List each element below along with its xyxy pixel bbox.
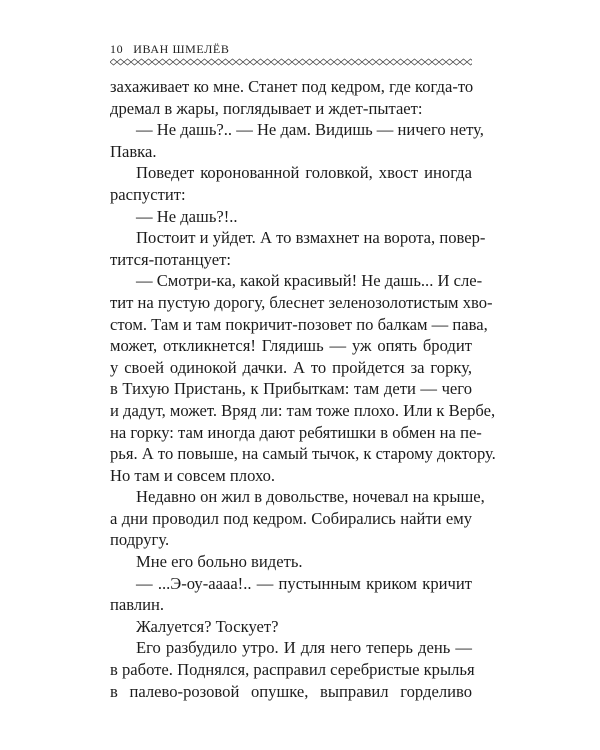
- decorative-rule: [110, 58, 472, 66]
- text-line: тит на пустую дорогу, блеснет зеленозолотистым хво-: [110, 292, 493, 312]
- ornament-diamond: [173, 59, 180, 65]
- text-line: — Не дашь?.. — Не дам. Видишь — ничего нету,: [136, 120, 484, 140]
- ornament-diamond: [292, 59, 299, 65]
- text-line: Поведет коронованной головкой, хвост иногда: [136, 163, 472, 183]
- ornament-diamond: [257, 59, 264, 65]
- text-line: Недавно он жил в довольстве, ночевал на крыше,: [136, 487, 485, 507]
- text-line: стом. Там и там покричит-позовет по балкам — пава,: [110, 314, 488, 334]
- ornament-diamond: [390, 59, 397, 65]
- ornament-diamond: [278, 59, 285, 65]
- ornament-diamond: [208, 59, 215, 65]
- text-line: Но там и совсем плохо.: [110, 465, 276, 485]
- ornament-diamond: [404, 59, 411, 65]
- ornament-diamond: [201, 59, 208, 65]
- ornament-diamond: [397, 59, 404, 65]
- ornament-diamond: [124, 59, 131, 65]
- text-line: в палево-розовой опушке, выправил горделиво: [110, 681, 472, 701]
- ornament-diamond: [376, 59, 383, 65]
- ornament-diamond: [453, 59, 460, 65]
- ornament-diamond: [236, 59, 243, 65]
- ornament-diamond: [432, 59, 439, 65]
- text-line: Жалуется? Тоскует?: [136, 616, 279, 636]
- text-line: и дадут, может. Вряд ли: там тоже плохо. Или к Вербе,: [110, 400, 496, 420]
- body-text: [110, 76, 496, 702]
- ornament-diamond: [313, 59, 320, 65]
- ornament-diamond: [411, 59, 418, 65]
- text-line: подругу.: [110, 530, 170, 550]
- text-line: рья. А то повыше, на самый тычок, к старому доктору.: [110, 444, 496, 464]
- ornament-diamond: [166, 59, 173, 65]
- text-line: павлин.: [110, 595, 165, 615]
- text-line: захаживает ко мне. Станет под кедром, где когда-то: [110, 77, 474, 96]
- running-header: [110, 42, 470, 58]
- ornament-diamond: [446, 59, 453, 65]
- ornament-diamond: [194, 59, 201, 65]
- ornament-diamond: [145, 59, 152, 65]
- ornament-diamond: [117, 59, 124, 65]
- ornament-diamond: [334, 59, 341, 65]
- ornament-diamond: [425, 59, 432, 65]
- text-line: а дни проводил под кедром. Собирались найти ему: [110, 508, 472, 528]
- ornament-diamond: [362, 59, 369, 65]
- ornament-diamond: [320, 59, 327, 65]
- text-line: Постоит и уйдет. А то взмахнет на ворота, повер-: [136, 228, 486, 248]
- ornament-diamond: [159, 59, 166, 65]
- text-line: Павка.: [110, 141, 157, 161]
- text-line: Его разбудило утро. И для него теперь день —: [136, 638, 472, 658]
- text-line: распустит:: [110, 184, 186, 204]
- ornament-diamond: [131, 59, 138, 65]
- text-line: в Тихую Пристань, к Прибыткам: там дети — чего: [110, 379, 472, 399]
- text-line: дремал в жары, поглядывает и ждет-пытает:: [110, 98, 423, 118]
- text-line: — Не дашь?!..: [136, 206, 238, 226]
- ornament-diamond: [383, 59, 390, 65]
- ornament-diamond: [222, 59, 229, 65]
- ornament-diamond: [439, 59, 446, 65]
- ornament-diamond: [355, 59, 362, 65]
- ornament-diamond: [418, 59, 425, 65]
- text-line: в работе. Поднялся, расправил серебристые крылья: [110, 660, 475, 680]
- ornament-diamond: [327, 59, 334, 65]
- ornament-diamond: [138, 59, 145, 65]
- ornament-diamond: [467, 59, 472, 65]
- ornament-diamond: [152, 59, 159, 65]
- text-line: тится-потанцует:: [110, 249, 231, 269]
- ornament-diamond: [341, 59, 348, 65]
- author-name: ИВАН ШМЕЛЁВ: [133, 42, 230, 56]
- text-line: у своей одинокой дачки. А то пройдется за горку,: [110, 357, 472, 377]
- ornament-diamond: [460, 59, 467, 65]
- ornament-diamond: [285, 59, 292, 65]
- ornament-diamond: [264, 59, 271, 65]
- text-line: на горку: там иногда дают ребятишки в обмен на пе-: [110, 422, 482, 442]
- ornament-diamond: [306, 59, 313, 65]
- ornament-diamond: [110, 59, 117, 65]
- ornament-diamond: [229, 59, 236, 65]
- ornament-diamond: [243, 59, 250, 65]
- ornament-diamond: [369, 59, 376, 65]
- ornament-diamond: [187, 59, 194, 65]
- ornament-diamond: [271, 59, 278, 65]
- text-line: — ...Э-оу-аааа!.. — пустынным криком кричит: [136, 573, 472, 593]
- page-number: 10: [110, 42, 124, 56]
- ornament-diamond: [250, 59, 257, 65]
- ornament-diamond: [215, 59, 222, 65]
- text-line: Мне его больно видеть.: [136, 552, 303, 572]
- text-line: — Смотри-ка, какой красивый! Не дашь... И слe-: [136, 271, 483, 291]
- text-line: может, откликнется! Глядишь — уж опять бродит: [110, 336, 472, 356]
- ornament-diamond: [299, 59, 306, 65]
- ornament-diamond: [348, 59, 355, 65]
- ornament-diamond: [180, 59, 187, 65]
